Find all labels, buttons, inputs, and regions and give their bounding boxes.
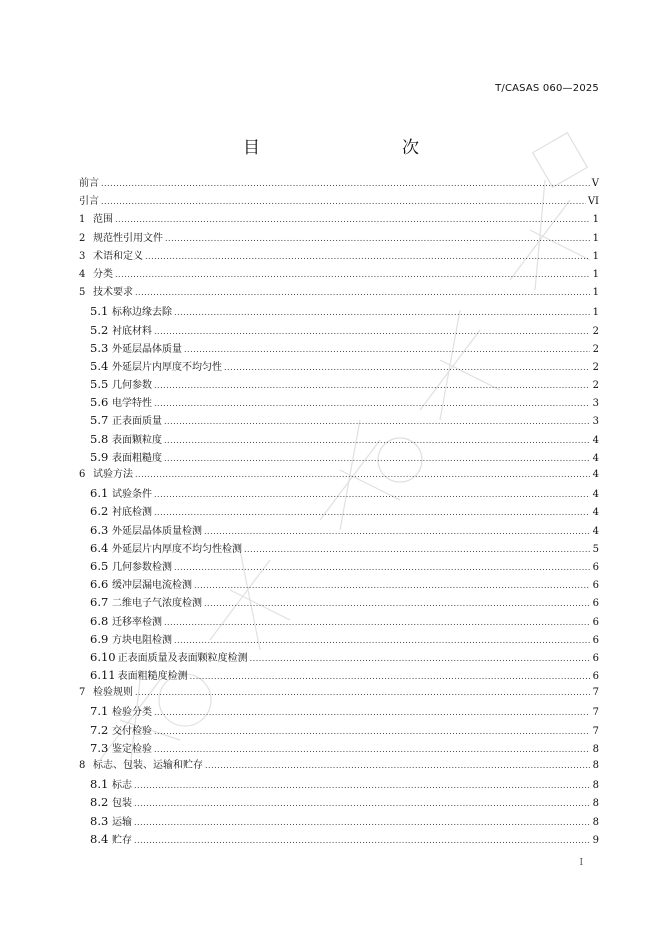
toc-leader-dots	[174, 559, 590, 577]
toc-leader-dots	[165, 230, 590, 248]
toc-entry-number: 5	[79, 287, 86, 299]
toc-leader-dots	[205, 757, 590, 775]
toc-leader-dots	[115, 211, 590, 229]
toc-entry-title: 外延层晶体质量	[112, 343, 182, 355]
toc-entry-page: 6	[592, 616, 599, 628]
toc-entry-page: 6	[592, 671, 599, 683]
toc-leader-dots	[184, 341, 590, 359]
toc-entry-number: 2	[79, 232, 86, 244]
toc-entry-page: 3	[592, 416, 599, 428]
toc-entry-page: 1	[592, 268, 599, 280]
toc-entry-number: 6.4	[90, 540, 109, 555]
toc-entry-page: 6	[592, 634, 599, 646]
toc-entry-title: 检验规则	[93, 687, 133, 699]
toc-leader-dots	[174, 632, 590, 650]
toc-entry-title: 表面颗粒度	[112, 434, 162, 446]
toc-entry[interactable]	[79, 539, 599, 557]
toc-entry-title: 标称边缘去除	[112, 307, 172, 319]
toc-leader-dots	[164, 614, 590, 632]
toc-entry[interactable]	[79, 448, 599, 466]
toc-entry-page: V	[591, 178, 599, 189]
toc-entry-number: 8.3	[90, 813, 109, 828]
toc-entry-page: 1	[592, 287, 599, 299]
toc-entry-page: 2	[592, 325, 599, 337]
toc-entry[interactable]	[79, 721, 599, 739]
toc-entry-page: 8	[592, 780, 599, 792]
toc-entry[interactable]	[79, 557, 599, 575]
toc-leader-dots	[154, 723, 590, 741]
toc-entry-number: 6.1	[90, 486, 109, 501]
toc-entry-page: 2	[592, 361, 599, 373]
toc-leader-dots	[204, 595, 590, 613]
toc-entry[interactable]	[79, 521, 599, 539]
toc-entry-title: 几何参数	[112, 380, 152, 392]
toc-leader-dots	[101, 175, 590, 193]
toc-entry-number: 5.4	[90, 358, 109, 373]
toc-entry-page: 4	[592, 452, 599, 464]
toc-entry-number: 5.5	[90, 377, 109, 392]
toc-entry-page: 1	[592, 232, 599, 244]
toc-entry-title: 规范性引用文件	[93, 232, 163, 244]
toc-entry-title: 二维电子气浓度检测	[112, 598, 202, 610]
toc-entry[interactable]	[79, 411, 599, 429]
toc-entry-number: 8.1	[90, 777, 109, 792]
toc-entry[interactable]	[79, 357, 599, 375]
toc-entry-page: 1	[592, 307, 599, 319]
toc-entry-number: 6.7	[90, 595, 109, 610]
toc-entry-title: 运输	[112, 816, 132, 828]
toc-entry[interactable]	[79, 684, 599, 702]
toc-entry-page: 7	[592, 725, 599, 737]
page-number: I	[579, 858, 583, 868]
toc-entry-page: 6	[592, 598, 599, 610]
toc-entry[interactable]	[79, 593, 599, 611]
toc-entry-number: 7.1	[90, 704, 109, 719]
toc-entry-page: VI	[587, 196, 599, 208]
toc-entry-number: 5.6	[90, 395, 109, 410]
toc-leader-dots	[224, 359, 590, 377]
toc-entry-title: 正表面质量	[112, 416, 162, 428]
toc-entry-title: 几何参数检测	[112, 561, 172, 573]
toc-entry-page: 2	[592, 380, 599, 392]
toc-entry[interactable]	[79, 793, 599, 811]
document-code: T/CASAS 060—2025	[495, 83, 599, 94]
toc-leader-dots	[164, 432, 590, 450]
toc-entry-title: 表面粗糙度	[112, 452, 162, 464]
toc-entry[interactable]	[79, 484, 599, 502]
toc-entry[interactable]	[79, 339, 599, 357]
toc-entry-number: 3	[79, 250, 86, 262]
toc-entry-title: 引言	[79, 196, 99, 208]
toc-entry-title: 试验条件	[112, 489, 152, 501]
toc-entry-number: 5.7	[90, 413, 109, 428]
toc-leader-dots	[154, 704, 590, 722]
toc-title: 目 次	[243, 138, 455, 158]
toc-leader-dots	[154, 395, 590, 413]
toc-entry[interactable]	[79, 430, 599, 448]
toc-entry-page: 6	[592, 652, 599, 664]
toc-entry[interactable]	[79, 648, 599, 666]
toc-entry-title: 迁移率检测	[112, 616, 162, 628]
toc-entry-number: 4	[79, 268, 86, 280]
toc-entry-number: 6.3	[90, 522, 109, 537]
toc-entry-title: 衬底检测	[112, 507, 152, 519]
toc-entry-number: 5.3	[90, 340, 109, 355]
toc-entry-title: 前言	[79, 178, 99, 189]
toc-entry[interactable]	[79, 630, 599, 648]
toc-entry-title: 衬底材料	[112, 325, 152, 337]
toc-entry[interactable]	[79, 757, 599, 775]
toc-entry-number: 6.10	[90, 649, 116, 664]
toc-entry-number: 1	[79, 214, 86, 226]
toc-entry-title: 包装	[112, 798, 132, 810]
toc-entry-number: 6.6	[90, 577, 109, 592]
toc-entry[interactable]	[79, 812, 599, 830]
toc-entry-title: 分类	[93, 268, 113, 280]
toc-entry[interactable]	[79, 248, 599, 266]
toc-entry[interactable]	[79, 175, 599, 193]
toc-leader-dots	[134, 795, 590, 813]
toc-leader-dots	[154, 323, 590, 341]
toc-entry-number: 5.9	[90, 449, 109, 464]
toc-entry[interactable]	[79, 830, 599, 848]
toc-leader-dots	[134, 777, 590, 795]
table-of-contents	[79, 175, 599, 848]
toc-entry-number: 6.5	[90, 558, 109, 573]
toc-entry-page: 8	[592, 816, 599, 828]
toc-leader-dots	[154, 377, 590, 395]
toc-leader-dots	[174, 304, 590, 322]
toc-entry-number: 7.2	[90, 722, 109, 737]
toc-entry-page: 4	[592, 469, 599, 480]
toc-entry[interactable]	[79, 321, 599, 339]
toc-leader-dots	[135, 284, 590, 302]
toc-entry[interactable]	[79, 612, 599, 630]
toc-entry-title: 表面粗糙度检测	[117, 671, 188, 683]
toc-entry[interactable]	[79, 302, 599, 320]
toc-entry-page: 3	[592, 398, 599, 410]
toc-entry-page: 4	[592, 507, 599, 519]
toc-leader-dots	[244, 541, 590, 559]
toc-entry-number: 7.3	[90, 740, 109, 755]
toc-entry[interactable]	[79, 702, 599, 720]
toc-leader-dots	[115, 266, 590, 284]
toc-entry-title: 贮存	[112, 834, 132, 846]
toc-entry-number: 6.9	[90, 631, 109, 646]
toc-entry-title: 电学特性	[112, 398, 152, 410]
toc-entry-number: 8.4	[90, 831, 109, 846]
toc-entry-title: 范围	[93, 214, 113, 226]
toc-entry-title: 标志	[112, 780, 132, 792]
toc-leader-dots	[101, 193, 586, 211]
toc-entry-page: 6	[592, 561, 599, 573]
toc-entry-title: 交付检验	[112, 725, 152, 737]
toc-leader-dots	[135, 466, 590, 484]
toc-entry-page: 7	[592, 687, 599, 699]
toc-entry-title: 外延层晶体质量检测	[112, 525, 202, 537]
toc-entry-page: 8	[592, 760, 599, 771]
toc-entry[interactable]	[79, 230, 599, 248]
toc-entry-page: 8	[592, 798, 599, 810]
toc-entry-title: 检验分类	[112, 707, 152, 719]
toc-entry-title: 缓冲层漏电流检测	[112, 580, 192, 592]
toc-entry-page: 2	[592, 343, 599, 355]
toc-leader-dots	[135, 684, 590, 702]
toc-leader-dots	[154, 504, 590, 522]
toc-entry-number: 5.8	[90, 431, 109, 446]
toc-entry[interactable]	[79, 739, 599, 757]
toc-entry-title: 外延层片内厚度不均匀性	[112, 361, 222, 373]
toc-entry[interactable]	[79, 284, 599, 302]
toc-entry-number: 6	[79, 469, 86, 480]
toc-entry-number: 8.2	[90, 795, 109, 810]
toc-entry-number: 8	[79, 760, 86, 771]
toc-entry-title: 标志、包装、运输和贮存	[93, 760, 203, 771]
toc-entry[interactable]	[79, 393, 599, 411]
toc-entry[interactable]	[79, 211, 599, 229]
toc-entry[interactable]	[79, 193, 599, 211]
toc-entry-page: 5	[592, 543, 599, 555]
toc-leader-dots	[134, 814, 590, 832]
toc-entry-number: 5.1	[90, 304, 109, 319]
toc-leader-dots	[134, 832, 590, 850]
toc-entry[interactable]	[79, 575, 599, 593]
toc-entry-page: 4	[592, 489, 599, 501]
toc-entry-page: 8	[592, 743, 599, 755]
toc-entry-page: 7	[592, 707, 599, 719]
toc-entry-number: 7	[79, 687, 86, 699]
toc-leader-dots	[194, 577, 590, 595]
toc-leader-dots	[204, 523, 590, 541]
toc-entry-page: 6	[592, 580, 599, 592]
toc-entry-page: 1	[592, 250, 599, 262]
toc-entry-number: 6.2	[90, 504, 109, 519]
toc-leader-dots	[250, 650, 590, 668]
toc-entry-number: 5.2	[90, 322, 109, 337]
toc-entry-page: 4	[592, 434, 599, 446]
toc-entry-number: 6.11	[90, 668, 116, 683]
toc-entry-page: 1	[592, 214, 599, 226]
toc-entry-title: 方块电阻检测	[112, 634, 172, 646]
toc-entry-title: 术语和定义	[93, 250, 143, 262]
toc-leader-dots	[154, 486, 590, 504]
toc-entry-title: 外延层片内厚度不均匀性检测	[112, 543, 242, 555]
toc-entry[interactable]	[79, 266, 599, 284]
toc-leader-dots	[145, 248, 590, 266]
toc-entry[interactable]	[79, 502, 599, 520]
toc-entry-number: 6.8	[90, 613, 109, 628]
toc-entry[interactable]	[79, 775, 599, 793]
toc-entry-title: 技术要求	[93, 287, 133, 299]
toc-leader-dots	[164, 413, 590, 431]
toc-entry-title: 正表面质量及表面颗粒度检测	[117, 652, 248, 664]
toc-entry[interactable]	[79, 666, 599, 684]
toc-entry-title: 试验方法	[93, 469, 133, 480]
toc-entry[interactable]	[79, 375, 599, 393]
toc-entry-page: 9	[592, 834, 599, 846]
toc-entry-title: 鉴定检验	[112, 743, 152, 755]
toc-entry[interactable]	[79, 466, 599, 484]
toc-entry-page: 4	[592, 525, 599, 537]
